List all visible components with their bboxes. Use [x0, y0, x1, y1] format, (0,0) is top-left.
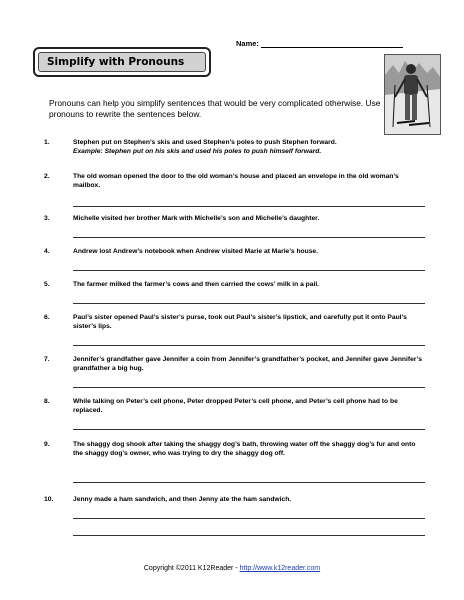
answer-line[interactable]: [73, 345, 425, 346]
answer-line[interactable]: [73, 535, 425, 536]
item-text: The shaggy dog shook after taking the shaggy dog’s bath, throwing water off the shaggy dog’s fur and onto the shaggy dog’s owner, who was trying to dry the shaggy dog off.: [73, 441, 416, 458]
worksheet-title: Simplify with Pronouns: [38, 52, 206, 72]
title-box: [33, 47, 211, 77]
item-number: 8.: [44, 398, 50, 405]
name-label: Name:: [236, 39, 259, 48]
item-number: 2.: [44, 173, 50, 180]
name-field[interactable]: [236, 39, 403, 48]
answer-line[interactable]: [73, 387, 425, 388]
item-text: Jenny made a ham sandwich, and then Jenny ate the ham sandwich.: [73, 496, 292, 503]
answer-line[interactable]: [73, 518, 425, 519]
item-number: 4.: [44, 248, 50, 255]
skier-icon: [384, 54, 441, 135]
item-text: The farmer milked the farmer’s cows and then carried the cows’ milk in a pail.: [73, 281, 320, 288]
intro-text: Pronouns can help you simplify sentences that would be very complicated otherwise. Use pronouns to rewrite the sentences below.: [49, 98, 381, 119]
answer-line[interactable]: [73, 482, 425, 483]
item-text: While talking on Peter’s cell phone, Peter dropped Peter’s cell phone, and Peter’s cell phone had to be replaced.: [73, 398, 398, 415]
answer-line[interactable]: [73, 206, 425, 207]
item-number: 1.: [44, 139, 50, 146]
item-number: 3.: [44, 215, 50, 222]
answer-line[interactable]: [73, 303, 425, 304]
answer-line[interactable]: [73, 429, 425, 430]
item-text: Jennifer’s grandfather gave Jennifer a coin from Jennifer’s grandfather’s pocket, and Jennifer gave Jennifer’s grandfather a big hug.: [73, 356, 422, 373]
item-number: 6.: [44, 314, 50, 321]
website-link[interactable]: http://www.k12reader.com: [239, 565, 321, 572]
item-text: Stephen put on Stephen’s skis and used Stephen’s poles to push Stephen forward.: [73, 139, 337, 146]
item-number: 7.: [44, 356, 50, 363]
item-text: The old woman opened the door to the old woman’s house and placed an envelope in the old woman’s mailbox.: [73, 173, 399, 190]
example-text: Example: Stephen put on his skis and used his poles to push himself forward.: [73, 148, 322, 156]
copyright-text: Copyright ©2011 K12Reader -: [143, 565, 238, 572]
item-number: 9.: [44, 441, 50, 448]
item-text: Andrew lost Andrew’s notebook when Andrew visited Marie at Marie’s house.: [73, 248, 319, 255]
item-number: 5.: [44, 281, 50, 288]
item-text: Michelle visited her brother Mark with Michelle’s son and Michelle’s daughter.: [73, 215, 320, 222]
answer-line[interactable]: [73, 270, 425, 271]
item-text: Paul’s sister opened Paul’s sister’s purse, took out Paul’s sister’s lipstick, and carefully put it onto Paul’s sister’s lips.: [73, 314, 407, 331]
name-line[interactable]: [261, 39, 403, 48]
item-text-block: [73, 138, 425, 156]
answer-line[interactable]: [73, 237, 425, 238]
footer: [0, 565, 464, 572]
item-number: 10.: [44, 496, 54, 503]
